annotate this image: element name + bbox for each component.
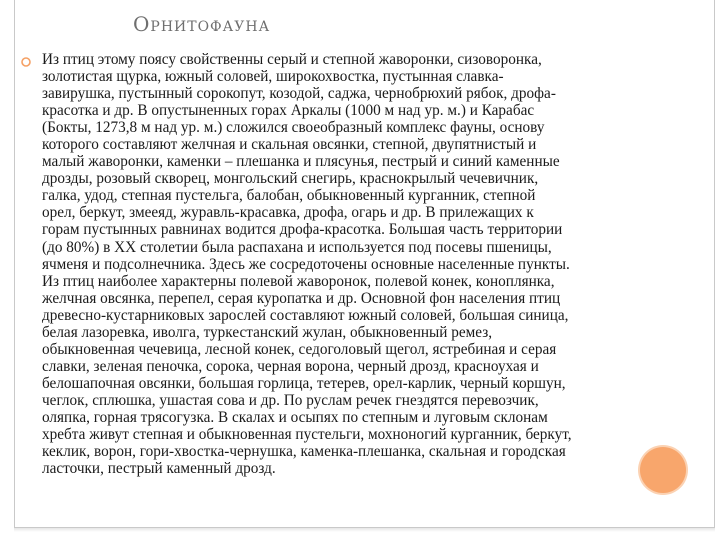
open-circle-bullet-icon (20, 56, 32, 68)
frame-shadow (14, 528, 715, 532)
decorative-orange-circle (640, 447, 686, 493)
slide-title: Орнитофауна (133, 12, 271, 36)
body-paragraph: Из птиц этому поясу свойственны серый и степной жаворонки, сизоворонка, золотистая щурка, южный соловей, широкохвостка, пустынная славка- завирушка, пустынный сорокопут, козодой, саджа, чернобрюхий рябок, дрофа- красотка и др. В опустыненных горах Аркалы (1000 м над ур. м.) и Карабас (Бокты, 1273,8 м над ур. м.) сложился своеобразный комплекс фауны, основу которого составляют желчная и скальная овсянки, степной, двупятнистый и малый жаворонки, каменки – плешанка и плясунья, пестрый и синий каменные дрозды, розовый скворец, монгольский снегирь, краснокрылый чечевичник, галка, удод, степная пустельга, балобан, обыкновенный курганник, степной орел, беркут, змееяд, журавль-красавка, дрофа, огарь и др. В прилежащих к горам пустынных равнинах водится дрофа-красотка. Большая часть территории (до 80%) в XX столетии была распахана и используется под посевы пшеницы, ячменя и подсолнечника. Здесь же сосредоточены основные населенные пункты. Из птиц наиболее характерны полевой жаворонок, полевой конек, коноплянка, желчная овсянка, перепел, серая куропатка и др. Основной фон населения птиц древесно-кустарниковых зарослей составляют южный соловей, большая синица, белая лазоревка, иволга, туркестанский жулан, обыкновенный ремез, обыкновенная чечевица, лесной конек, седоголовый щегол, ястребиная и серая славки, зеленая пеночка, сорока, черная ворона, черный дрозд, красноухая и белошапочная овсянки, большая горлица, тетерев, орел-карлик, черный коршун, чеглок, сплюшка, ушастая сова и др. По руслам речек гнездятся перевозчик, оляпка, горная трясогузка. В скалах и осыпях по степным и луговым склонам хребта живут степная и обыкновенная пустельги, мохноногий курганник, беркут, кеклик, ворон, гори-хвостка-чернушка, каменка-плешанка, скальная и городская ласточки, пестрый каменный дрозд. (42, 51, 572, 478)
